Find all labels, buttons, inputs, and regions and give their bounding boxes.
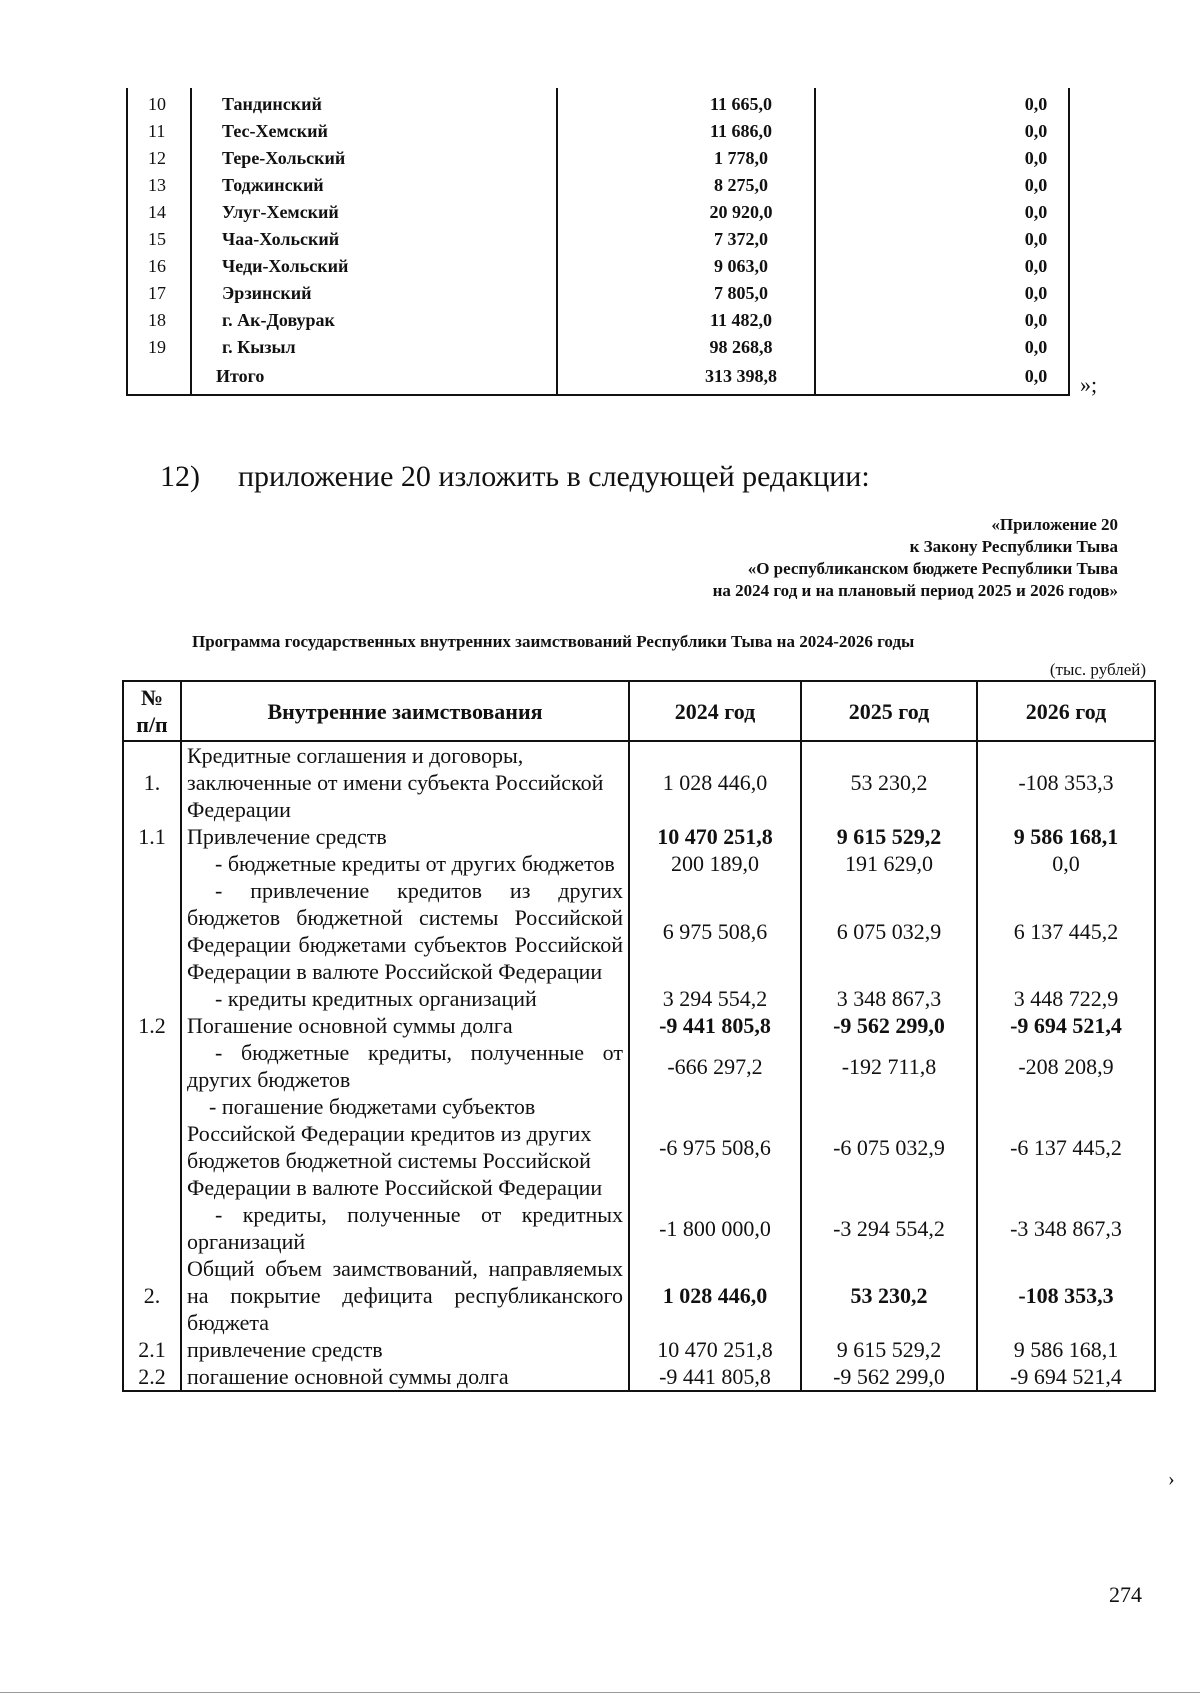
value-2025: -6 075 032,9 bbox=[801, 1093, 977, 1201]
amount: 0,0 bbox=[1024, 148, 1048, 168]
row-number bbox=[123, 850, 181, 877]
row-number: 17 bbox=[148, 283, 166, 303]
row-name: - кредиты, полученные от кредитных организаций bbox=[181, 1201, 629, 1255]
value-2024: -6 975 508,6 bbox=[629, 1093, 801, 1201]
row-number: 2.1 bbox=[123, 1336, 181, 1363]
row-number: 11 bbox=[148, 121, 166, 141]
value-2025: -192 711,8 bbox=[801, 1039, 977, 1093]
value-2026: -6 137 445,2 bbox=[977, 1093, 1155, 1201]
appendix-line: к Закону Республики Тыва bbox=[909, 537, 1118, 556]
row-number bbox=[123, 1039, 181, 1093]
amendment-item bbox=[160, 460, 870, 494]
amount: 11 665,0 bbox=[709, 94, 772, 114]
table-border-bottom bbox=[126, 394, 1070, 396]
district-name: Тоджинский bbox=[222, 175, 324, 195]
closing-quote: »; bbox=[1080, 372, 1098, 397]
amount: 11 482,0 bbox=[709, 310, 772, 330]
district-name: Тандинский bbox=[222, 94, 322, 114]
amount: 0,0 bbox=[1024, 310, 1048, 330]
row-number: 15 bbox=[148, 229, 166, 249]
table-row bbox=[123, 1201, 1155, 1255]
total-amount: 313 398,8 bbox=[705, 366, 777, 386]
amount: 0,0 bbox=[1024, 229, 1048, 249]
row-name: Привлечение средств bbox=[181, 823, 629, 850]
amount: 0,0 bbox=[1024, 121, 1048, 141]
page-number: 274 bbox=[1109, 1582, 1142, 1607]
amount: 11 686,0 bbox=[709, 121, 772, 141]
value-2026: 9 586 168,1 bbox=[977, 1336, 1155, 1363]
row-number: 12 bbox=[148, 148, 166, 168]
value-2026: -108 353,3 bbox=[977, 1255, 1155, 1336]
row-name: Погашение основной суммы долга bbox=[181, 1012, 629, 1039]
value-2024: 10 470 251,8 bbox=[629, 1336, 801, 1363]
district-name: Улуг-Хемский bbox=[222, 202, 339, 222]
amount: 0,0 bbox=[1024, 283, 1048, 303]
table-row bbox=[123, 1093, 1155, 1201]
value-2024: -666 297,2 bbox=[629, 1039, 801, 1093]
value-2026: 0,0 bbox=[977, 850, 1155, 877]
value-2025: 53 230,2 bbox=[801, 1255, 977, 1336]
value-2026: -3 348 867,3 bbox=[977, 1201, 1155, 1255]
value-2024: -9 441 805,8 bbox=[629, 1012, 801, 1039]
row-name: - кредиты кредитных организаций bbox=[181, 985, 629, 1012]
row-name: - погашение бюджетами субъектов Российской Федерации кредитов из других бюджетов бюджетной системы Российской Федерации в валюте Российской Федерации bbox=[181, 1093, 629, 1201]
row-name: привлечение средств bbox=[181, 1336, 629, 1363]
row-number: 19 bbox=[148, 337, 166, 357]
table-row bbox=[123, 1039, 1155, 1093]
table-row bbox=[126, 94, 1070, 121]
table-row bbox=[126, 256, 1070, 283]
row-number: 1.1 bbox=[123, 823, 181, 850]
district-name: Тес-Хемский bbox=[222, 121, 328, 141]
scan-edge-line bbox=[0, 1692, 1200, 1693]
value-2024: -1 800 000,0 bbox=[629, 1201, 801, 1255]
value-2025: 191 629,0 bbox=[801, 850, 977, 877]
borrowing-program-table bbox=[122, 680, 1156, 1392]
table-row bbox=[123, 741, 1155, 823]
row-name: погашение основной суммы долга bbox=[181, 1363, 629, 1391]
total-amount: 0,0 bbox=[1024, 366, 1048, 386]
amount: 8 275,0 bbox=[714, 175, 768, 195]
table-row bbox=[126, 337, 1070, 364]
header-2026: 2026 год bbox=[977, 681, 1155, 741]
amount: 20 920,0 bbox=[709, 202, 773, 222]
closing-mark: › bbox=[1168, 1468, 1175, 1490]
district-name: Тере-Хольский bbox=[222, 148, 346, 168]
value-2024: 200 189,0 bbox=[629, 850, 801, 877]
item-number: 12) bbox=[160, 460, 200, 493]
value-2026: 3 448 722,9 bbox=[977, 985, 1155, 1012]
amount: 0,0 bbox=[1024, 175, 1048, 195]
district-name: Чаа-Хольский bbox=[222, 229, 340, 249]
value-2025: 9 615 529,2 bbox=[801, 823, 977, 850]
table-row bbox=[123, 1336, 1155, 1363]
table-row bbox=[123, 1012, 1155, 1039]
district-table bbox=[126, 94, 1070, 396]
table-row bbox=[123, 823, 1155, 850]
district-name: Чеди-Хольский bbox=[222, 256, 349, 276]
amount: 0,0 bbox=[1024, 202, 1048, 222]
table-row bbox=[123, 877, 1155, 985]
table-row bbox=[126, 148, 1070, 175]
row-number bbox=[123, 1201, 181, 1255]
amount: 7 372,0 bbox=[714, 229, 768, 249]
appendix-line: «Приложение 20 bbox=[991, 515, 1118, 534]
units-label: (тыс. рублей) bbox=[1049, 660, 1146, 679]
value-2025: -9 562 299,0 bbox=[801, 1363, 977, 1391]
row-name: - бюджетные кредиты от других бюджетов bbox=[181, 850, 629, 877]
amount: 0,0 bbox=[1024, 337, 1048, 357]
value-2024: 10 470 251,8 bbox=[629, 823, 801, 850]
header-2025: 2025 год bbox=[801, 681, 977, 741]
row-name: Кредитные соглашения и договоры, заключенные от имени субъекта Российской Федерации bbox=[181, 741, 629, 823]
amount: 9 063,0 bbox=[714, 256, 768, 276]
row-name: - привлечение кредитов из других бюджетов бюджетной системы Российской Федерации бюджетами субъектов Российской Федерации в валюте Российской Федерации bbox=[181, 877, 629, 985]
amount: 0,0 bbox=[1024, 94, 1048, 114]
value-2025: 53 230,2 bbox=[801, 741, 977, 823]
appendix-line: «О республиканском бюджете Республики Тыва bbox=[747, 559, 1118, 578]
row-number: 14 bbox=[148, 202, 166, 222]
row-number: 13 bbox=[148, 175, 166, 195]
district-name: г. Кызыл bbox=[222, 337, 296, 357]
table-row bbox=[126, 202, 1070, 229]
value-2025: -9 562 299,0 bbox=[801, 1012, 977, 1039]
value-2025: 6 075 032,9 bbox=[801, 877, 977, 985]
amount: 0,0 bbox=[1024, 256, 1048, 276]
value-2024: 1 028 446,0 bbox=[629, 1255, 801, 1336]
appendix-reference bbox=[713, 514, 1118, 602]
row-number: 2. bbox=[123, 1255, 181, 1336]
district-name: г. Ак-Довурак bbox=[222, 310, 335, 330]
value-2025: -3 294 554,2 bbox=[801, 1201, 977, 1255]
value-2025: 3 348 867,3 bbox=[801, 985, 977, 1012]
appendix-line: на 2024 год и на плановый период 2025 и 2026 годов» bbox=[712, 581, 1118, 600]
value-2025: 9 615 529,2 bbox=[801, 1336, 977, 1363]
value-2024: 6 975 508,6 bbox=[629, 877, 801, 985]
table-row bbox=[123, 850, 1155, 877]
row-number: 1. bbox=[123, 741, 181, 823]
table-header-row bbox=[123, 681, 1155, 741]
row-number bbox=[123, 1093, 181, 1201]
header-num: № п/п bbox=[123, 681, 181, 741]
row-name: Общий объем заимствований, направляемых на покрытие дефицита республиканского бюджета bbox=[181, 1255, 629, 1336]
district-name: Эрзинский bbox=[222, 283, 312, 303]
row-number: 2.2 bbox=[123, 1363, 181, 1391]
amount: 98 268,8 bbox=[709, 337, 773, 357]
row-number: 18 bbox=[148, 310, 166, 330]
header-name: Внутренние заимствования bbox=[181, 681, 629, 741]
item-text: приложение 20 изложить в следующей редакции: bbox=[238, 460, 870, 493]
value-2026: 6 137 445,2 bbox=[977, 877, 1155, 985]
total-row bbox=[126, 366, 1070, 393]
row-number: 16 bbox=[148, 256, 166, 276]
row-number bbox=[123, 877, 181, 985]
value-2026: -108 353,3 bbox=[977, 741, 1155, 823]
value-2026: -9 694 521,4 bbox=[977, 1012, 1155, 1039]
program-title: Программа государственных внутренних заимствований Республики Тыва на 2024-2026 годы bbox=[192, 632, 915, 651]
value-2026: 9 586 168,1 bbox=[977, 823, 1155, 850]
amount: 1 778,0 bbox=[714, 148, 768, 168]
table-row bbox=[126, 121, 1070, 148]
row-name: - бюджетные кредиты, полученные от других бюджетов bbox=[181, 1039, 629, 1093]
table-row bbox=[123, 1255, 1155, 1336]
total-label: Итого bbox=[216, 366, 265, 386]
value-2026: -208 208,9 bbox=[977, 1039, 1155, 1093]
table-row bbox=[126, 175, 1070, 202]
value-2024: -9 441 805,8 bbox=[629, 1363, 801, 1391]
row-number bbox=[123, 985, 181, 1012]
table-row bbox=[123, 985, 1155, 1012]
value-2024: 3 294 554,2 bbox=[629, 985, 801, 1012]
row-number: 10 bbox=[148, 94, 166, 114]
amount: 7 805,0 bbox=[714, 283, 768, 303]
table-row bbox=[126, 283, 1070, 310]
table-row bbox=[126, 229, 1070, 256]
table-row bbox=[123, 1363, 1155, 1391]
row-number: 1.2 bbox=[123, 1012, 181, 1039]
table-row bbox=[126, 310, 1070, 337]
header-2024: 2024 год bbox=[629, 681, 801, 741]
value-2026: -9 694 521,4 bbox=[977, 1363, 1155, 1391]
value-2024: 1 028 446,0 bbox=[629, 741, 801, 823]
